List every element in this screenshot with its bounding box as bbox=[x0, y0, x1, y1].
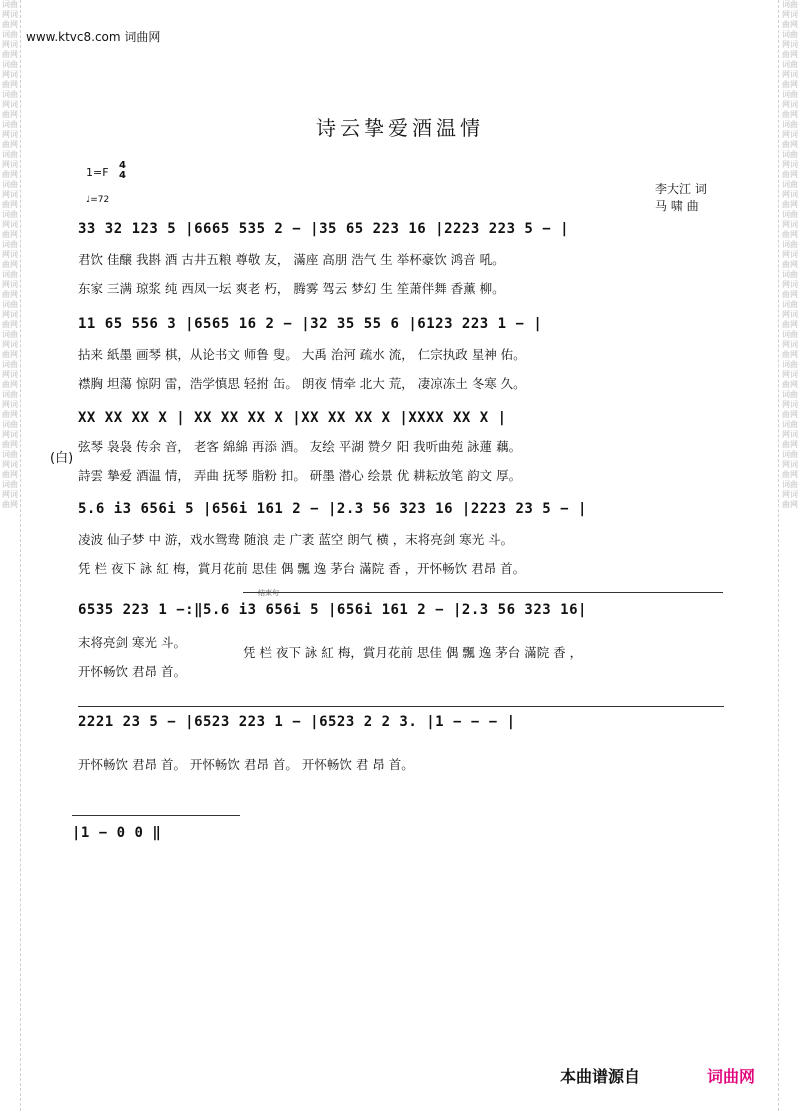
left-dashed-border bbox=[20, 0, 21, 1111]
lyric-row-1a: 君饮 佳醸 我斟 酒 古井五粮 尊敬 友， 滿座 高朋 浩气 生 举杯豪饮 鸿音 吼。 bbox=[78, 252, 505, 267]
composer-credit: 马 啸 曲 bbox=[655, 199, 699, 213]
notes-row-7: |1 − 0 0 ‖ bbox=[72, 825, 162, 841]
right-watermark: 词曲网词曲网词曲网词曲网词曲网词曲网词曲网词曲网词曲网词曲网词曲网词曲网词曲网词曲网词曲网词曲网词曲网词曲网词曲网词曲网词曲网词曲网词曲网词曲网词曲网词曲网词曲网词曲网词曲网词曲网词曲网词曲网词曲网词曲网 bbox=[782, 0, 798, 509]
lyric-row-4a: 凌波 仙子梦 中 游，戏水鸳鸯 随浪 走 广袤 蓝空 朗气 横 ，末将亮剑 寒光 斗。 bbox=[78, 532, 514, 547]
song-title: 诗云挚爱酒温情 bbox=[316, 116, 484, 140]
notes-row-5: 6535 223 1 −:‖5.6 i3 656i 5 |656i 161 2 − |2.3 56 323 16| bbox=[78, 602, 587, 618]
lyric-row-5c: 凭 栏 夜下 詠 紅 梅，賞月花前 思佳 偶 飄 逸 茅台 滿院 香 ， bbox=[243, 645, 583, 660]
notes-row-1: 33 32 123 5 |6665 535 2 − |35 65 223 16 |2223 223 5 − | bbox=[78, 221, 570, 237]
time-signature bbox=[119, 161, 126, 181]
lyric-row-4b: 凭 栏 夜下 詠 紅 梅，賞月花前 思佳 偶 飄 逸 茅台 滿院 香 ，开怀畅饮 君昂 首。 bbox=[78, 561, 526, 576]
notes-row-2: 11 65 556 3 |6565 16 2 − |32 35 55 6 |6123 223 1 − | bbox=[78, 316, 543, 332]
lyric-row-2b: 襟胸 坦蕩 惊阴 雷，浩学慎思 轻拊 缶。 朗夜 情牵 北大 荒， 凄凉冻土 冬寒 久。 bbox=[78, 376, 526, 391]
brand-link[interactable]: 词曲网 bbox=[707, 1067, 756, 1086]
right-dashed-border bbox=[778, 0, 779, 1111]
notes-row-3: XX XX XX X | XX XX XX X |XX XX XX X |XXXX XX X | bbox=[78, 410, 507, 426]
lyric-row-1b: 东家 三满 琼浆 纯 西凤一坛 爽老 朽， 腾雾 驾云 梦幻 生 笙萧伴舞 香薰 柳。 bbox=[78, 281, 505, 296]
system-7-rule bbox=[72, 815, 240, 816]
ending-note: 结束句 bbox=[258, 589, 279, 597]
system-6-rule bbox=[78, 706, 724, 707]
time-top: 4 bbox=[119, 160, 126, 171]
spoken-marker: (白) bbox=[50, 451, 74, 466]
lyric-row-3a: 弦琴 袅袅 传余 音， 老客 綿綿 再添 酒。 友绘 平湖 赞夕 阳 我听曲苑 詠蓮 藕。 bbox=[78, 439, 522, 454]
left-watermark: 词曲网词曲网词曲网词曲网词曲网词曲网词曲网词曲网词曲网词曲网词曲网词曲网词曲网词曲网词曲网词曲网词曲网词曲网词曲网词曲网词曲网词曲网词曲网词曲网词曲网词曲网词曲网词曲网词曲网词曲网词曲网词曲网词曲网词曲网 bbox=[2, 0, 18, 509]
lyric-row-5a: 末将亮剑 寒光 斗。 bbox=[78, 635, 186, 650]
lyric-row-3b: 詩雲 摯爱 酒温 情， 弄曲 抚琴 脂粉 扣。 研墨 潜心 绘景 优 耕耘放笔 韵文 厚。 bbox=[78, 468, 522, 483]
lyric-row-2a: 拈来 紙墨 画琴 棋，从论书文 师鲁 叟。 大禹 治河 疏水 流， 仁宗执政 星神 佑。 bbox=[78, 347, 526, 362]
lyric-row-5b: 开怀畅饮 君昂 首。 bbox=[78, 664, 186, 679]
site-header[interactable]: www.ktvc8.com 词曲网 bbox=[26, 30, 161, 44]
notes-row-4: 5.6 i3 656i 5 |656i 161 2 − |2.3 56 323 16 |2223 23 5 − | bbox=[78, 501, 587, 517]
tempo-mark: ♩=72 bbox=[86, 195, 110, 205]
key-signature: 1=F bbox=[86, 166, 109, 179]
volta-bracket bbox=[243, 592, 723, 593]
notes-row-6: 2221 23 5 − |6523 223 1 − |6523 2 2 3. |1 − − − | bbox=[78, 714, 516, 730]
source-label: 本曲谱源自 bbox=[560, 1067, 641, 1086]
time-bottom: 4 bbox=[119, 170, 126, 181]
lyricist-credit: 李大江 词 bbox=[655, 182, 707, 196]
lyric-row-6: 开怀畅饮 君昂 首。 开怀畅饮 君昂 首。 开怀畅饮 君 昂 首。 bbox=[78, 757, 414, 772]
